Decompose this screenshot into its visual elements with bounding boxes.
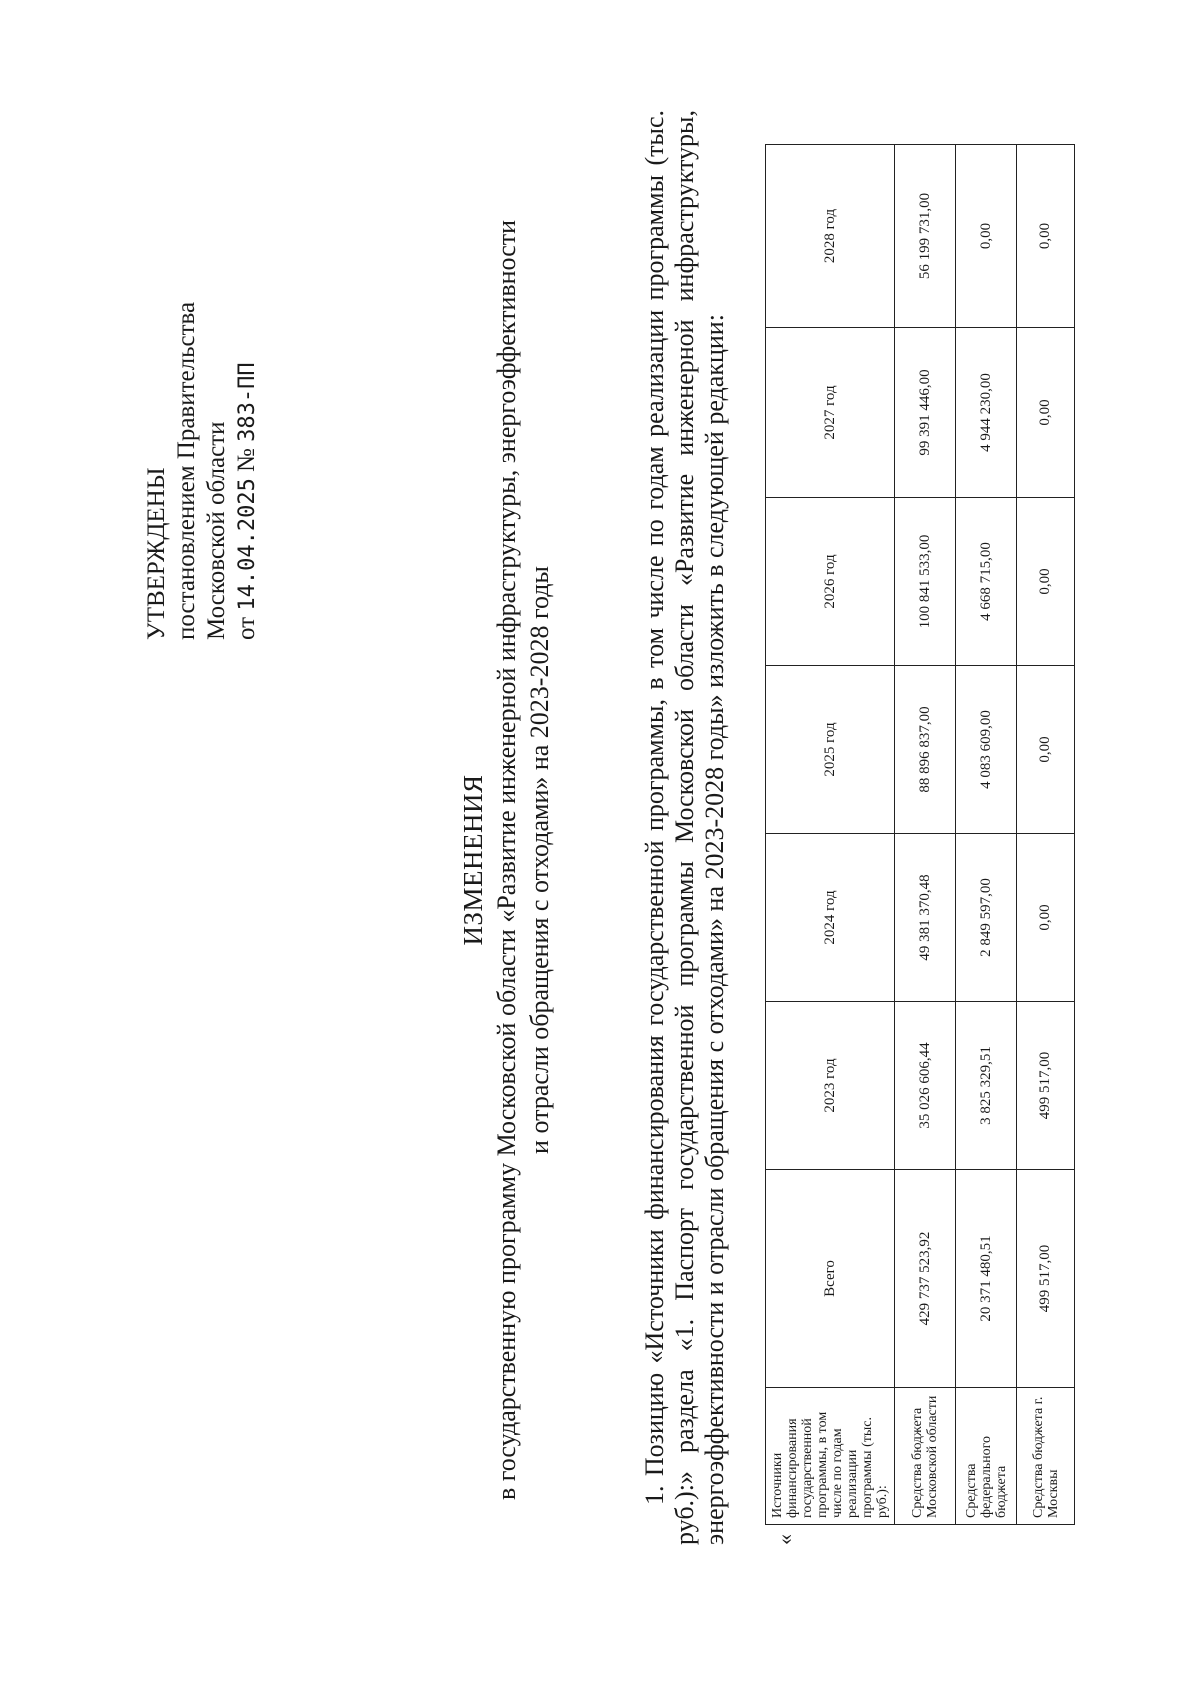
header-2024: 2024 год (766, 834, 895, 1002)
header-2028: 2028 год (766, 145, 895, 328)
cell-2023: 3 825 329,51 (956, 1002, 1017, 1170)
table-row (1017, 145, 1075, 1525)
cell-2028: 0,00 (1017, 145, 1075, 328)
cell-2025: 4 083 609,00 (956, 666, 1017, 834)
document-title: ИЗМЕНЕНИЯ (458, 774, 488, 946)
document-subtitle-line-1: в государственную программу Московской области «Развитие инженерной инфраструктуры, энергоэффективности (492, 219, 521, 1501)
cell-2026: 4 668 715,00 (956, 498, 1017, 666)
row-source: Средства бюджета Московской области (895, 1388, 956, 1525)
header-2026: 2026 год (766, 498, 895, 666)
cell-2025: 88 896 837,00 (895, 666, 956, 834)
cell-2026: 100 841 533,00 (895, 498, 956, 666)
cell-2027: 0,00 (1017, 328, 1075, 498)
table-header-row (766, 145, 895, 1525)
number-sign: № (233, 448, 260, 472)
cell-total: 429 737 523,92 (895, 1170, 956, 1388)
cell-2024: 49 381 370,48 (895, 834, 956, 1002)
approval-stamp (142, 302, 263, 640)
cell-2026: 0,00 (1017, 498, 1075, 666)
cell-2025: 0,00 (1017, 666, 1075, 834)
row-source: Средства федерального бюджета (956, 1388, 1017, 1525)
table-row (956, 145, 1017, 1525)
approval-date: 14.04.2025 (235, 478, 260, 611)
cell-2028: 0,00 (956, 145, 1017, 328)
approval-line-2: Московской области (203, 421, 230, 640)
header-2027: 2027 год (766, 328, 895, 498)
date-prefix: от (233, 616, 260, 640)
cell-2023: 499 517,00 (1017, 1002, 1075, 1170)
header-total: Всего (766, 1170, 895, 1388)
cell-2023: 35 026 606,44 (895, 1002, 956, 1170)
row-source: Средства бюджета г. Москвы (1017, 1388, 1075, 1525)
header-2025: 2025 год (766, 666, 895, 834)
approval-heading: УТВЕРЖДЕНЫ (143, 467, 170, 640)
cell-2024: 0,00 (1017, 834, 1075, 1002)
cell-2027: 4 944 230,00 (956, 328, 1017, 498)
document-subtitle-line-2: и отрасли обращения с отходами» на 2023-2028 годы (525, 566, 554, 1154)
approval-date-line (232, 302, 263, 640)
cell-total: 20 371 480,51 (956, 1170, 1017, 1388)
header-2023: 2023 год (766, 1002, 895, 1170)
amendment-paragraph: 1. Позицию «Источники финансирования государственной программы, в том числе по годам реализации программы (тыс. руб.):» раздела «1. Паспорт государственной программы Московской области «Развитие инженерной инфраструктуры, энергоэффективности и отрасли обращения с отходами» на 2023-2028 годы» изложить в следующей редакции: (640, 110, 729, 1545)
approval-line-1: постановлением Правительства (173, 301, 200, 640)
cell-2024: 2 849 597,00 (956, 834, 1017, 1002)
cell-2027: 99 391 446,00 (895, 328, 956, 498)
financing-table (765, 144, 1075, 1525)
table-row (895, 145, 956, 1525)
quote-open-mark: « (772, 1534, 797, 1545)
cell-total: 499 517,00 (1017, 1170, 1075, 1388)
approval-number: 383-ПП (235, 362, 260, 442)
header-source: Источники финансирования государственной программы, в том числе по годам реализации программы (тыс. руб.): (766, 1388, 895, 1525)
document-page (60, 80, 1180, 1640)
cell-2028: 56 199 731,00 (895, 145, 956, 328)
